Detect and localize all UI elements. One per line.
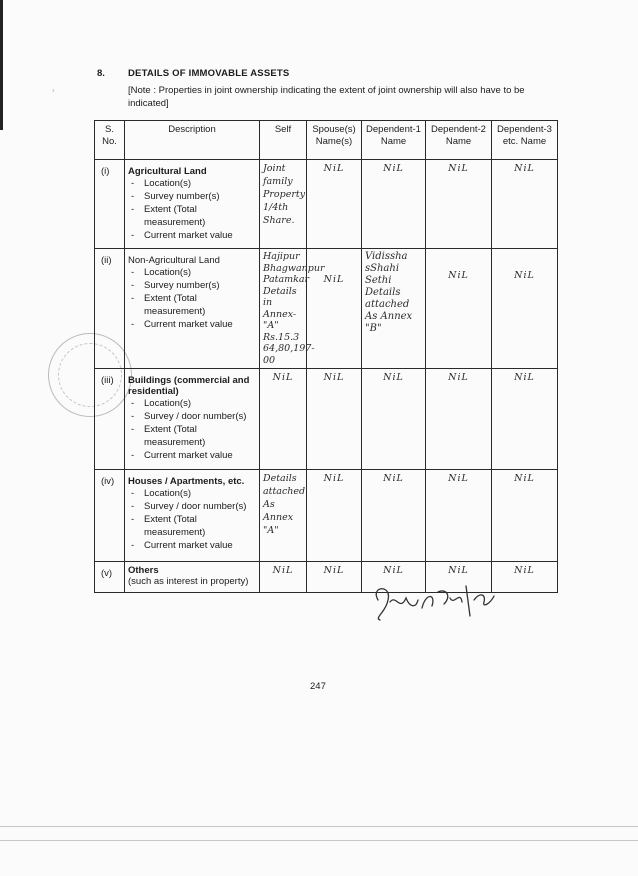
row-subitem: - Survey number(s) <box>128 279 256 292</box>
cell-dependent-1: NiL <box>362 369 426 470</box>
row-subitem: - Location(s) <box>128 177 256 190</box>
row-description <box>125 369 260 470</box>
cell-self: NiL <box>260 562 307 593</box>
cell-dependent-2: NiL <box>426 470 492 562</box>
table-header-row <box>95 121 558 160</box>
cell-spouse: NiL <box>307 470 362 562</box>
page-number: 247 <box>310 681 326 692</box>
cell-dependent-3: NiL <box>492 249 558 369</box>
cell-dependent-1: NiL <box>362 562 426 593</box>
cell-dependent-2: NiL <box>426 562 492 593</box>
header-dependent-1: Dependent-1 Name <box>362 121 426 160</box>
table-row <box>95 470 558 562</box>
cell-self: NiL <box>260 369 307 470</box>
scan-line <box>0 840 638 841</box>
row-subitem: - Current market value <box>128 539 256 552</box>
row-sno: (v) <box>95 562 125 593</box>
row-sno: (i) <box>95 160 125 249</box>
section-note: [Note : Properties in joint ownership indicating the extent of joint ownership will also have to be indicated] <box>128 85 525 109</box>
cell-spouse: NiL <box>307 369 362 470</box>
cell-self: Hajipur Bhagwanpur Patamkar Details in Annex-"A" Rs.15.3 64,80,197-00 <box>260 249 307 369</box>
cell-spouse: NiL <box>307 562 362 593</box>
row-subitem: - Survey number(s) <box>128 190 256 203</box>
row-category: Houses / Apartments, etc. <box>128 476 245 487</box>
row-subitem: - Location(s) <box>128 487 256 500</box>
row-category: Others <box>128 565 159 576</box>
header-self: Self <box>260 121 307 160</box>
row-sno: (iii) <box>95 369 125 470</box>
section-title: DETAILS OF IMMOVABLE ASSETS <box>128 68 290 79</box>
header-sno: S. No. <box>95 121 125 160</box>
cell-spouse: NiL <box>307 160 362 249</box>
row-category-detail: (such as interest in property) <box>128 576 249 587</box>
row-subitem: - Current market value <box>128 449 256 462</box>
row-subitem: - Survey / door number(s) <box>128 500 256 513</box>
row-subitem: - Extent (Total measurement) <box>128 203 256 229</box>
header-description: Description <box>125 121 260 160</box>
cell-dependent-1: Vidissha sShahi Sethi Details attached As Annex "B" <box>362 249 426 369</box>
row-sno: (iv) <box>95 470 125 562</box>
header-spouse: Spouse(s) Name(s) <box>307 121 362 160</box>
table-row <box>95 160 558 249</box>
section-number: 8. <box>97 68 105 79</box>
table-row <box>95 249 558 369</box>
cell-spouse: NiL <box>307 249 362 369</box>
row-category: Non-Agricultural Land <box>128 255 220 266</box>
table-row <box>95 369 558 470</box>
cell-dependent-2: NiL <box>426 249 492 369</box>
row-category: Agricultural Land <box>128 166 207 177</box>
signature <box>366 582 526 622</box>
cell-dependent-1: NiL <box>362 470 426 562</box>
cell-dependent-2: NiL <box>426 369 492 470</box>
scan-line <box>0 826 638 827</box>
row-description <box>125 249 260 369</box>
row-subitem: - Extent (Total measurement) <box>128 423 256 449</box>
row-subitem: - Extent (Total measurement) <box>128 513 256 539</box>
cell-dependent-2: NiL <box>426 160 492 249</box>
row-description <box>125 160 260 249</box>
row-subitem: - Location(s) <box>128 397 256 410</box>
cell-dependent-3: NiL <box>492 160 558 249</box>
row-subitem: - Survey / door number(s) <box>128 410 256 423</box>
cell-dependent-3: NiL <box>492 369 558 470</box>
cell-self: Details attached As Annex "A" <box>260 470 307 562</box>
cell-dependent-3: NiL <box>492 562 558 593</box>
immovable-assets-table <box>94 120 558 593</box>
header-dependent-3: Dependent-3 etc. Name <box>492 121 558 160</box>
row-subitem: - Current market value <box>128 229 256 242</box>
row-subitem: - Extent (Total measurement) <box>128 292 256 318</box>
row-sno: (ii) <box>95 249 125 369</box>
cell-dependent-3: NiL <box>492 470 558 562</box>
row-description <box>125 562 260 593</box>
row-subitem: - Location(s) <box>128 266 256 279</box>
row-description <box>125 470 260 562</box>
margin-mark: ’ <box>52 88 55 100</box>
cell-self: Joint family Property 1/4th Share. <box>260 160 307 249</box>
row-subitem: - Current market value <box>128 318 256 331</box>
cell-dependent-1: NiL <box>362 160 426 249</box>
header-dependent-2: Dependent-2 Name <box>426 121 492 160</box>
scan-edge-bar <box>0 0 3 130</box>
row-category: Buildings (commercial and residential) <box>128 375 250 397</box>
